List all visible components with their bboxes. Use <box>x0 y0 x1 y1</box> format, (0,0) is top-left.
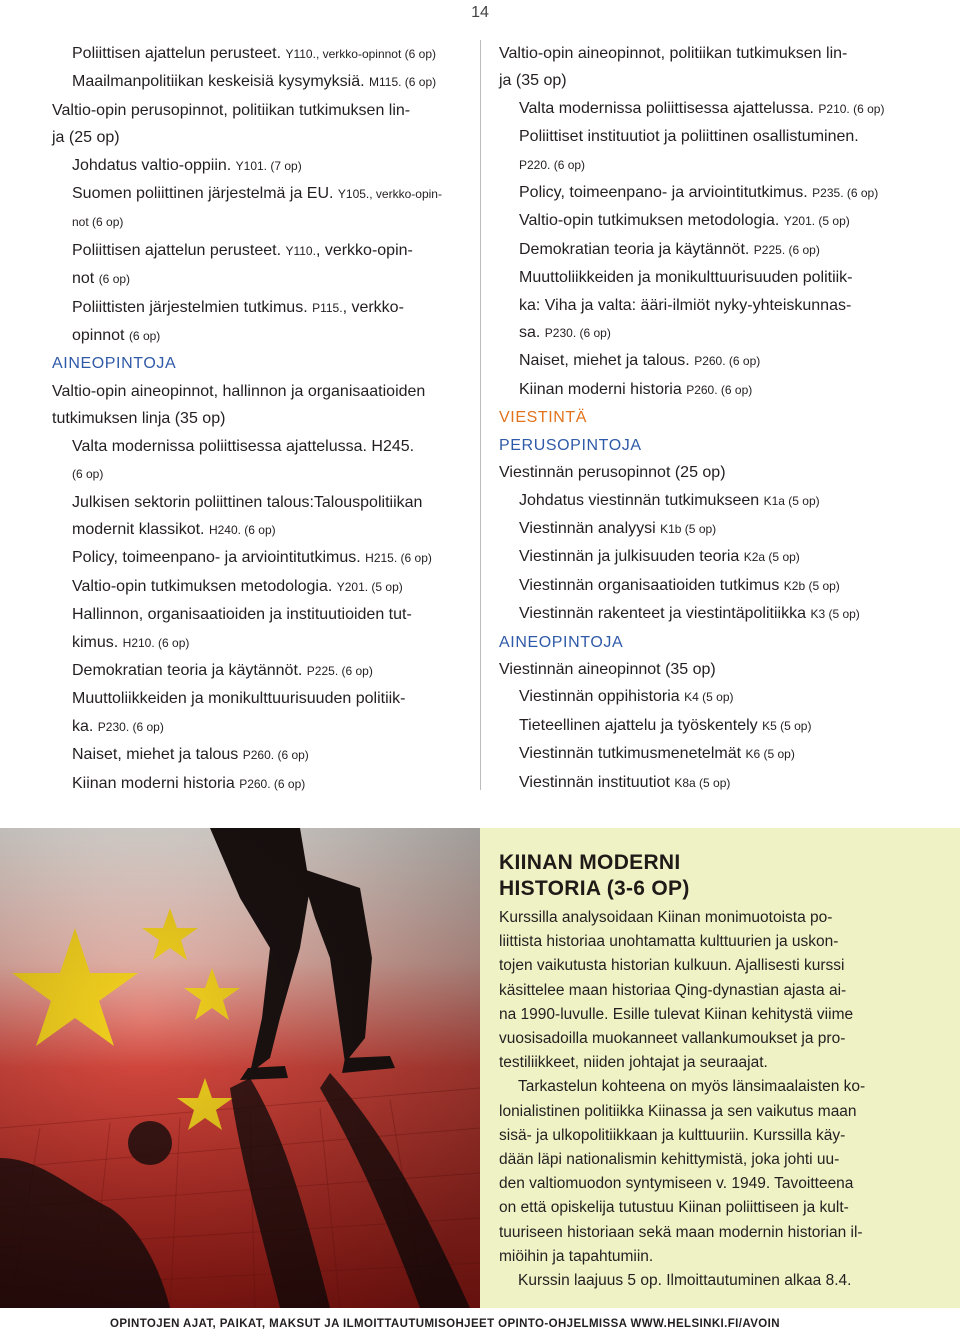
course-title: Valtio-opin tutkimuksen metodologia. <box>519 212 784 230</box>
section-heading-main: VIESTINTÄ <box>499 409 588 427</box>
course-title: ja (35 op) <box>499 72 567 90</box>
course-title: ja (25 op) <box>52 129 120 147</box>
panel-paragraph-line: lonialistinen politiikka Kiinassa ja sen vaikutus maan <box>499 1102 857 1120</box>
course-title: not <box>72 270 99 288</box>
course-title: Viestinnän analyysi <box>519 519 661 537</box>
photo-china-flag-shadows <box>0 828 480 1308</box>
course-line <box>499 95 919 123</box>
panel-paragraph-line: käsittelee maan historiaa Qing-dynastian ajasta ai- <box>499 981 847 999</box>
course-line <box>52 378 472 405</box>
course-code: K2a (5 op) <box>743 550 800 565</box>
left-column <box>52 40 472 798</box>
course-code: Y110. <box>285 243 316 258</box>
course-code: P225. (6 op) <box>753 242 820 257</box>
panel-paragraph-line: Tarkastelun kohteena on myös länsimaalaisten ko- <box>518 1078 866 1096</box>
course-title: Tieteellinen ajattelu ja työskentely <box>519 716 763 734</box>
course-title: Hallinnon, organisaatioiden ja instituutioiden tut- <box>72 606 412 624</box>
course-title: Viestinnän tutkimusmenetelmät <box>519 745 746 763</box>
course-title: Valtio-opin aineopinnot, politiikan tutkimuksen lin- <box>499 45 848 62</box>
course-code: P230. (6 op) <box>544 326 611 341</box>
course-code: P220. (6 op) <box>519 157 586 172</box>
panel-paragraph-line: tojen vaikutusta historian kulkuun. Ajallisesti kurssi <box>499 957 845 975</box>
panel-paragraph-line: den valtiomuodon syntymiseen v. 1949. Tavoitteena <box>499 1175 854 1193</box>
course-line <box>52 601 472 628</box>
course-title: Valtio-opin tutkimuksen metodologia. <box>72 577 337 595</box>
course-line <box>499 151 919 179</box>
course-code: P225. (6 op) <box>306 663 373 678</box>
course-code: P235. (6 op) <box>812 186 879 201</box>
course-code: (6 op) <box>72 467 104 482</box>
course-line <box>499 123 919 150</box>
panel-paragraph-line: Kurssilla analysoidaan Kiinan monimuotoista po- <box>499 909 833 926</box>
panel-paragraph-line: Kurssin laajuus 5 op. Ilmoittautuminen alkaa 8.4. <box>518 1272 852 1290</box>
course-code: K1a (5 op) <box>763 493 820 508</box>
course-title: Viestinnän ja julkisuuden teoria <box>519 548 744 566</box>
course-line <box>52 124 472 151</box>
course-line <box>499 236 919 264</box>
course-title: Julkisen sektorin poliittinen talous:Talouspolitiikan <box>72 493 423 511</box>
course-title: Johdatus viestinnän tutkimukseen <box>519 491 764 509</box>
course-title: Viestinnän rakenteet ja viestintäpolitiikka <box>519 605 811 623</box>
course-title: tutkimuksen linja (35 op) <box>52 410 226 428</box>
course-code: P260. (6 op) <box>242 748 309 763</box>
course-code: H240. (6 op) <box>208 522 276 537</box>
panel-body <box>499 906 911 1293</box>
course-line <box>499 543 919 571</box>
panel-title-line-1: KIINAN MODERNI <box>499 851 681 874</box>
course-title: Policy, toimeenpano- ja arviointitutkimus. <box>519 184 813 202</box>
course-code: H210. (6 op) <box>122 635 190 650</box>
course-code: not (6 op) <box>72 215 124 230</box>
course-line <box>52 629 472 657</box>
course-title: Viestinnän perusopinnot (25 op) <box>499 464 726 482</box>
course-code: P260. (6 op) <box>239 776 306 791</box>
course-line <box>499 769 919 797</box>
course-line <box>52 68 472 96</box>
course-line <box>52 433 472 460</box>
course-line <box>499 319 919 347</box>
course-title: Valta modernissa poliittisessa ajattelussa. H245. <box>72 437 415 455</box>
course-title: Poliittisen ajattelun perusteet. <box>72 241 286 259</box>
section-heading: PERUSOPINTOJA <box>499 436 642 454</box>
course-code: K1b (5 op) <box>660 521 717 536</box>
course-title: Suomen poliittinen järjestelmä ja EU. <box>72 185 338 203</box>
panel-paragraph-line: sisä- ja ulkopolitiikkaan ja kulttuuriin. Kurssilla käy- <box>499 1126 846 1144</box>
course-title: ka: Viha ja valta: ääri-ilmiöt nyky-yhteiskunnas- <box>519 296 852 314</box>
panel-paragraph-line: on että opiskelija tutustuu Kiinan poliittiseen ja kult- <box>499 1199 849 1217</box>
course-code: P210. (6 op) <box>818 101 885 116</box>
course-line <box>499 207 919 235</box>
panel-title <box>499 850 690 902</box>
course-line <box>499 572 919 600</box>
course-line <box>52 97 472 124</box>
course-title: Policy, toimeenpano- ja arviointitutkimus. <box>72 549 366 567</box>
course-title: Poliittisten järjestelmien tutkimus. <box>72 298 313 316</box>
course-code: K4 (5 op) <box>684 690 734 705</box>
course-title: Naiset, miehet ja talous <box>72 746 243 764</box>
panel-paragraph-line: dään läpi nationalismin kehittymistä, joka johti uu- <box>499 1151 840 1169</box>
course-line <box>499 712 919 740</box>
course-line <box>499 376 919 404</box>
course-code: P260. (6 op) <box>694 354 761 369</box>
course-code: Y105., verkko-opin- <box>337 187 442 202</box>
course-code: K2b (5 op) <box>783 578 840 593</box>
course-line <box>499 600 919 628</box>
course-code: K6 (5 op) <box>745 747 795 762</box>
course-line <box>52 657 472 685</box>
course-title: Maailmanpolitiikan keskeisiä kysymyksiä. <box>72 73 369 91</box>
course-info-panel <box>480 828 960 1308</box>
panel-paragraph-line: vuosisadoilla muokanneet vallankumoukset ja pro- <box>499 1030 846 1048</box>
course-title: Muuttoliikkeiden ja monikulttuurisuuden politiik- <box>72 690 406 708</box>
course-line <box>52 265 472 293</box>
course-line <box>499 67 919 94</box>
course-line <box>52 489 472 516</box>
panel-paragraph-line: na 1990-luvulle. Esille tulevat Kiinan kehitystä viime <box>499 1005 854 1023</box>
panel-paragraph-line: testiliikkeet, niiden johtajat ja seuraajat. <box>499 1054 768 1072</box>
section-heading: AINEOPINTOJA <box>499 633 624 651</box>
panel-paragraph-line: liittista historiaa unohtamatta kulttuurien ja uskon- <box>499 933 839 951</box>
course-line <box>52 685 472 712</box>
course-line <box>52 460 472 488</box>
course-title: modernit klassikot. <box>72 520 209 538</box>
course-title: Demokratian teoria ja käytännöt. <box>72 661 307 679</box>
course-title: Valta modernissa poliittisessa ajattelussa. <box>519 99 819 117</box>
course-code: M115. (6 op) <box>368 75 437 90</box>
course-line <box>52 405 472 432</box>
course-line <box>499 347 919 375</box>
course-line <box>499 264 919 291</box>
course-line <box>52 322 472 350</box>
course-code: P230. (6 op) <box>97 719 164 734</box>
course-line <box>52 208 472 236</box>
course-title: Poliittisen ajattelun perusteet. <box>72 45 286 62</box>
course-title: Kiinan moderni historia <box>519 380 687 398</box>
course-code: K3 (5 op) <box>810 607 860 622</box>
course-line <box>52 180 472 208</box>
column-divider <box>480 40 481 790</box>
course-title: kimus. <box>72 633 123 651</box>
course-title: Viestinnän organisaatioiden tutkimus <box>519 576 784 594</box>
section-heading: AINEOPINTOJA <box>52 355 177 373</box>
course-code: P260. (6 op) <box>686 382 753 397</box>
course-title: Demokratian teoria ja käytännöt. <box>519 240 754 258</box>
panel-paragraph-line: miöihin ja tapahtumiin. <box>499 1247 654 1265</box>
page-number: 14 <box>471 4 489 21</box>
course-line <box>499 487 919 515</box>
panel-paragraph-line: tuuriseen historiaan sekä maan modernin historian il- <box>499 1223 863 1241</box>
course-line <box>499 740 919 768</box>
course-title: ka. <box>72 717 98 735</box>
course-code: K5 (5 op) <box>762 718 812 733</box>
course-line <box>52 294 472 322</box>
course-code: Y201. (5 op) <box>783 214 850 229</box>
course-line <box>499 40 919 67</box>
course-line <box>52 770 472 798</box>
course-title: Kiinan moderni historia <box>72 774 240 792</box>
course-title: Viestinnän oppihistoria <box>519 688 685 706</box>
course-line <box>52 713 472 741</box>
course-line <box>52 152 472 180</box>
footer-text: OPINTOJEN AJAT, PAIKAT, MAKSUT JA ILMOITTAUTUMISOHJEET OPINTO-OHJELMISSA WWW.HELSINKI.FI/AVOIN <box>110 1318 780 1330</box>
footer <box>0 1310 960 1336</box>
course-code: (6 op) <box>128 329 161 344</box>
course-mode: , verkko- <box>342 298 404 316</box>
course-code: H215. (6 op) <box>365 551 432 566</box>
course-title: opinnot <box>72 327 129 345</box>
course-title: Poliittiset instituutiot ja poliittinen osallistuminen. <box>519 128 859 146</box>
photo-illustration <box>0 828 480 1308</box>
course-code: Y110., verkko-opinnot (6 op) <box>285 47 436 61</box>
course-title: Muuttoliikkeiden ja monikulttuurisuuden politiik- <box>519 269 853 287</box>
course-line <box>52 544 472 572</box>
course-line <box>499 515 919 543</box>
course-title: Valtio-opin perusopinnot, politiikan tutkimuksen lin- <box>52 101 411 119</box>
course-title: Viestinnän instituutiot <box>519 773 675 791</box>
course-code: Y201. (5 op) <box>336 579 403 594</box>
course-line <box>499 292 919 319</box>
course-code: Y101. (7 op) <box>235 158 302 173</box>
course-title: Naiset, miehet ja talous. <box>519 352 695 370</box>
course-line <box>52 741 472 769</box>
right-column <box>499 40 919 797</box>
course-line <box>52 237 472 265</box>
course-title: sa. <box>519 324 545 342</box>
panel-title-line-2: HISTORIA (3-6 OP) <box>499 877 690 900</box>
course-code: K8a (5 op) <box>674 775 731 790</box>
course-code: (6 op) <box>98 272 131 287</box>
course-title: Valtio-opin aineopinnot, hallinnon ja organisaatioiden <box>52 382 426 400</box>
course-code: P115. <box>312 300 343 315</box>
course-mode: , verkko-opin- <box>315 241 413 259</box>
course-line <box>499 179 919 207</box>
course-line <box>499 656 919 683</box>
course-line <box>499 683 919 711</box>
course-line <box>52 573 472 601</box>
course-line <box>499 459 919 486</box>
course-title: Johdatus valtio-oppiin. <box>72 156 236 174</box>
course-title: Viestinnän aineopinnot (35 op) <box>499 660 716 678</box>
course-line <box>52 40 472 68</box>
course-line <box>52 516 472 544</box>
